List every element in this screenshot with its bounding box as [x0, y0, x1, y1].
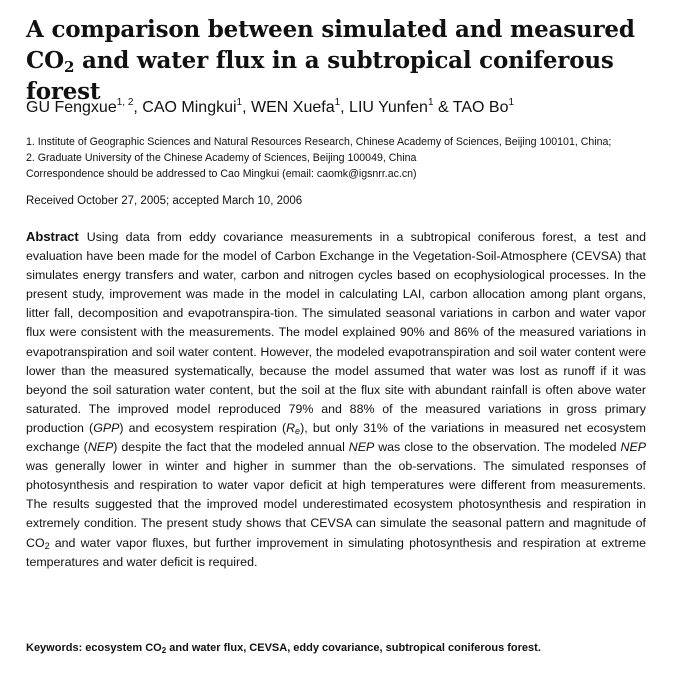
- keywords-subscript: 2: [161, 646, 167, 655]
- abstract-text: ) despite the fact that the modeled annual: [113, 440, 349, 455]
- abstract-term-nep: NEP: [348, 440, 375, 455]
- title-text-part2: and water flux in a subtropical coniferous forest: [26, 47, 614, 105]
- abstract-co2-subscript: 2: [44, 540, 50, 551]
- author: [251, 99, 349, 116]
- received-dates: Received October 27, 2005; accepted March 10, 2006: [26, 195, 303, 207]
- keywords: [26, 640, 686, 656]
- abstract-term-nep: NEP: [87, 440, 114, 455]
- abstract-text: ) and ecosystem respiration (: [119, 420, 287, 435]
- affiliations: [26, 134, 686, 182]
- author-name: CAO Mingkui: [142, 99, 237, 116]
- author-affiliation-mark: 1: [236, 97, 243, 108]
- abstract-text: and water vapor fluxes, but further improvement in simulating photosynthesis and respiration at extreme temperatures and water deficit is required.: [26, 535, 646, 569]
- abstract-term-nep: NEP: [620, 440, 646, 455]
- paper-title: [26, 14, 686, 107]
- abstract-term-re: [286, 421, 300, 435]
- author-name: TAO Bo: [452, 99, 509, 116]
- abstract-text: was close to the observation. The modeled: [374, 440, 621, 455]
- author-name: LIU Yunfen: [349, 99, 428, 116]
- author-separator: ,: [242, 99, 251, 116]
- affiliation-1: 1. Institute of Geographic Sciences and Natural Resources Research, Chinese Academy of Sciences, Beijing 100101, China;: [26, 136, 612, 148]
- abstract-text: was generally lower in winter and higher in summer than the ob-servations. The simulated responses of photosynthesis and respiration to water vapor deficit at high temperatures were different from measurements. The results suggested that the improved model underestimated ecosystem photosynthesis and respiration in extremely condition. The present study shows that CEVSA can simulate the seasonal pattern and magnitude of CO: [26, 459, 646, 550]
- author: [349, 99, 453, 116]
- abstract-term-re-sub: e: [295, 425, 301, 436]
- author-separator: ,: [133, 99, 143, 116]
- title-subscript: 2: [63, 58, 75, 76]
- author-list: [26, 98, 686, 118]
- title-text-part1: A comparison between simulated and measured CO: [26, 16, 635, 74]
- author-name: GU Fengxue: [26, 99, 117, 116]
- correspondence-note: Correspondence should be addressed to Cao Mingkui (email: caomk@igsnrr.ac.cn): [26, 168, 417, 180]
- abstract-term-gpp: GPP: [93, 420, 120, 435]
- author-separator: &: [433, 99, 453, 116]
- author: [453, 99, 514, 116]
- abstract-text: ), but only 31% of the variations in measured net ecosystem exchange (: [26, 420, 647, 455]
- affiliation-2: 2. Graduate University of the Chinese Academy of Sciences, Beijing 100049, China: [26, 152, 417, 164]
- author-affiliation-mark: 1: [334, 97, 341, 108]
- keywords-text: and water flux, CEVSA, eddy covariance, subtropical coniferous forest.: [166, 642, 541, 654]
- abstract: [26, 227, 646, 572]
- abstract-term-re-main: R: [286, 420, 296, 435]
- abstract-label: Abstract: [26, 229, 79, 244]
- author-name: WEN Xuefa: [251, 99, 335, 116]
- abstract-text: Using data from eddy covariance measurements in a subtropical coniferous forest, a test and evaluation have been made for the model of Carbon Exchange in the Vegetation-Soil-Atmosphere (CEVSA) that simulates energy transfers and water, carbon and nitrogen cycles based on ecophysiological processes. In the present study, improvement was made in the model in calculating LAI, carbon allocation among plant organs, litter fall, decomposition and evapotranspira-tion. The simulated seasonal variations in carbon and water vapor flux were consistent with the measurements. The model explained 90% and 86% of the measured variations in evapotranspiration and soil water content. However, the modeled evapotranspiration and soil water content were lower than the measured systematically, because the model assumed that water was lost as runoff if it was beyond the soil saturation water content, but the soil at the flux site with abundant rainfall is often above water saturated. The improved model reproduced 79% and 88% of the measured variations in gross primary production (: [26, 230, 646, 435]
- author-affiliation-mark: 1: [508, 97, 515, 108]
- author-affiliation-mark: 1, 2: [116, 97, 134, 108]
- author-affiliation-mark: 1: [427, 97, 434, 108]
- author-separator: ,: [340, 99, 350, 116]
- author: [26, 99, 142, 116]
- keywords-text: Keywords: ecosystem CO: [26, 642, 162, 654]
- author: [142, 99, 251, 116]
